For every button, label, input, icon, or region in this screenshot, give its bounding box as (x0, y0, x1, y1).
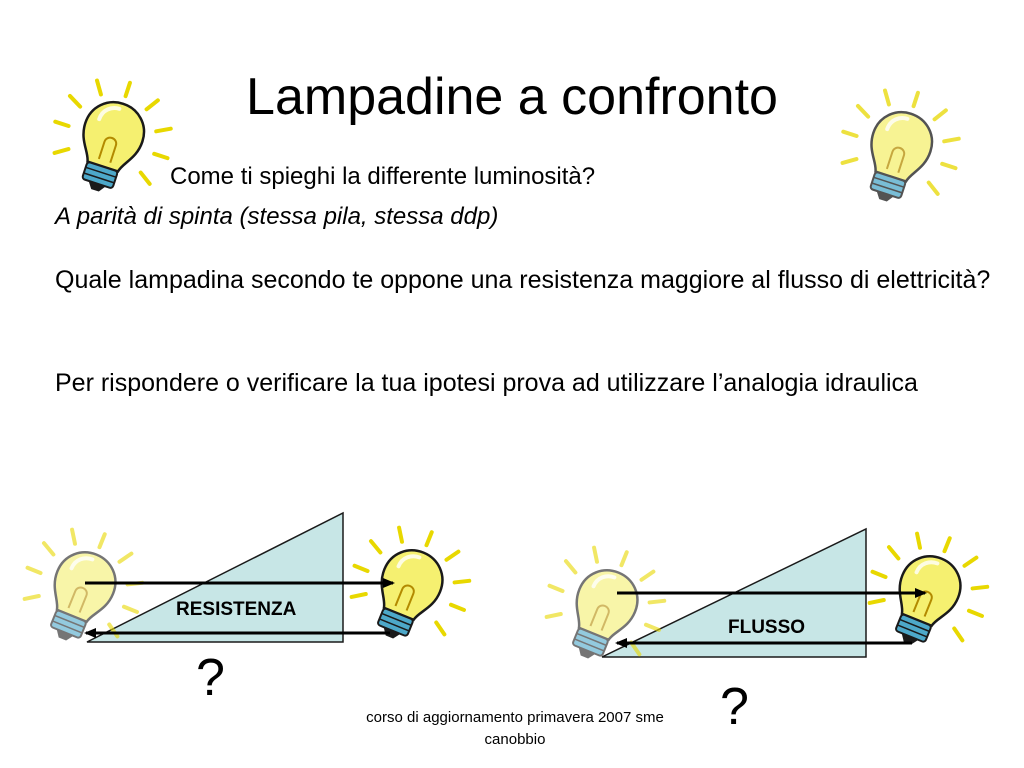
flow-label: FLUSSO (728, 617, 806, 638)
resistance-diagram (8, 510, 487, 661)
question-text: Come ti spieghi la differente luminosità? (170, 163, 596, 190)
flow-diagram (530, 516, 1005, 679)
lightbulb-icon (39, 65, 186, 209)
subtitle-italic: A parità di spinta (stessa pila, stessa ddp) (55, 203, 499, 230)
paragraph-hydraulic-analogy: Per rispondere o verificare la tua ipotesi prova ad utilizzare l’analogia idraulica (55, 369, 918, 397)
lightbulb-icon (827, 75, 974, 219)
question-mark-right: ? (720, 678, 749, 736)
resistance-triangle (87, 513, 343, 642)
lightbulb-icon (335, 510, 487, 659)
slide-title: Lampadine a confronto (246, 68, 778, 126)
footer-text: corso di aggiornamento primavera 2007 sme canobbio (366, 709, 664, 748)
resistance-label: RESISTENZA (176, 599, 297, 620)
question-mark-left: ? (196, 649, 225, 707)
paragraph-resistance-question: Quale lampadina secondo te oppone una resistenza maggiore al flusso di elettricità? (55, 266, 991, 294)
